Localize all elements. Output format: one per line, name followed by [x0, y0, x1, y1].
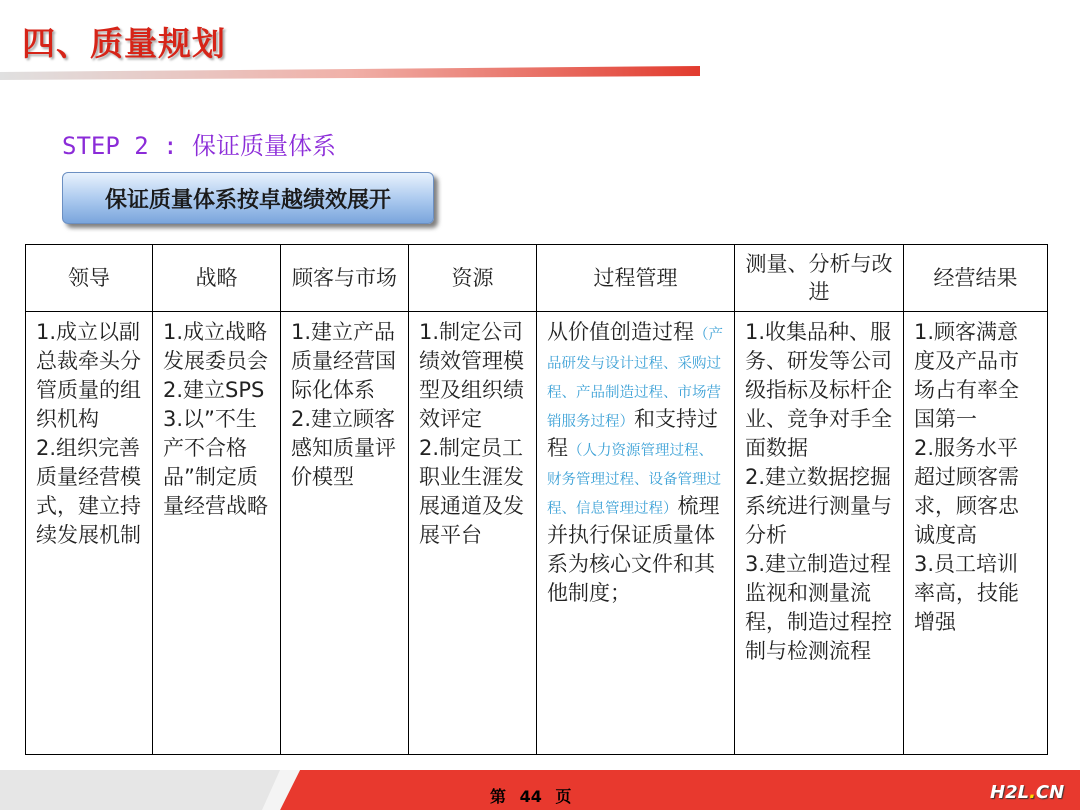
- table-cell: 1.建立产品质量经营国际化体系 2.建立顾客感知质量评价模型: [281, 312, 409, 755]
- process-text-3: 梳理并执行保证质量体系为核心文件和其他制度；: [547, 494, 720, 605]
- header-cell: 测量、分析与改进: [735, 245, 904, 312]
- header-cell: 战略: [153, 245, 281, 312]
- table-cell: 1.顾客满意度及产品市场占有率全国第一 2.服务水平超过顾客需求，顾客忠诚度高 3.员工培训率高，技能增强: [904, 312, 1048, 755]
- table-row: [26, 312, 1048, 755]
- banner-text: 保证质量体系按卓越绩效展开: [104, 187, 391, 213]
- process-cell: [537, 312, 735, 755]
- step-prefix: STEP 2 :: [62, 132, 193, 160]
- table-cell: 1.成立战略发展委员会 2.建立SPS 3.以”不生产不合格品”制定质量经营战略: [153, 312, 281, 755]
- logo-text-b: CN: [1035, 782, 1065, 803]
- title-underline: [0, 66, 700, 80]
- step-heading: [62, 126, 336, 161]
- table-cell: 1.制定公司绩效管理模型及组织绩效评定 2.制定员工职业生涯发展通道及发展平台: [409, 312, 537, 755]
- table-cell: 1.收集品种、服务、研发等公司级指标及标杆企业、竞争对手全面数据 2.建立数据挖掘系统进行测量与分析 3.建立制造过程监视和测量流程，制造过程控制与检测流程: [735, 312, 904, 755]
- header-cell: 顾客与市场: [281, 245, 409, 312]
- process-note-2: （人力资源管理过程、财务管理过程、设备管理过程、信息管理过程）: [547, 443, 721, 517]
- logo-text-a: H2L: [990, 782, 1030, 803]
- header-cell: 资源: [409, 245, 537, 312]
- header-cell: 过程管理: [537, 245, 735, 312]
- logo-dot: .: [1029, 782, 1036, 803]
- header-cell: 领导: [26, 245, 153, 312]
- page-title: 四、质量规划: [22, 24, 226, 63]
- section-banner: [62, 172, 434, 224]
- site-logo: [990, 782, 1064, 803]
- process-text-2: 和支持过程: [547, 407, 718, 460]
- process-note-1: （产品研发与设计过程、采购过程、产品制造过程、市场营销服务过程）: [547, 327, 723, 430]
- table-cell: 1.成立以副总裁牵头分管质量的组织机构 2.组织完善质量经营模式，建立持续发展机制: [26, 312, 153, 755]
- table-header-row: [26, 245, 1048, 312]
- quality-system-table: [25, 244, 1048, 755]
- step-label: 保证质量体系: [192, 132, 337, 160]
- page-number: 第 44 页: [490, 787, 572, 806]
- header-cell: 经营结果: [904, 245, 1048, 312]
- process-text-1: 从价值创造过程: [547, 320, 694, 344]
